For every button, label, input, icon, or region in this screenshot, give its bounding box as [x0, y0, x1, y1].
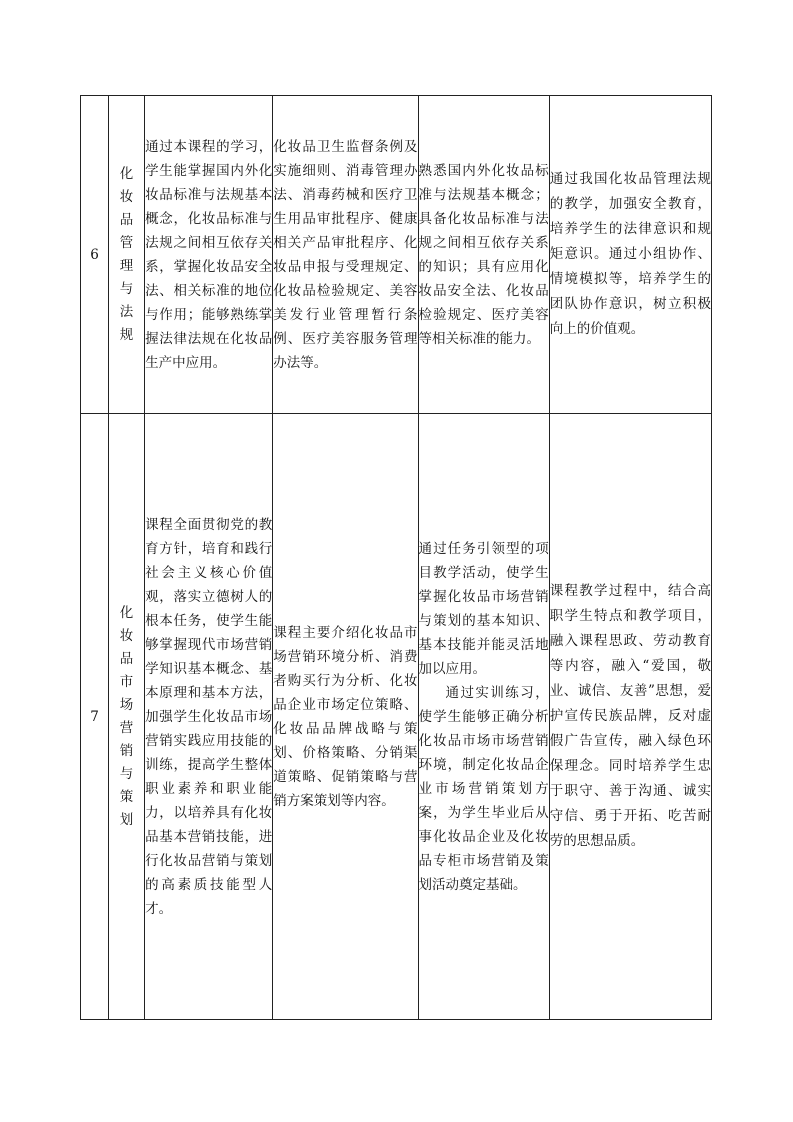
- course-ideology: 通过我国化妆品管理法规的教学，加强安全教育，培养学生的法律意识和规矩意识。通过小组协作、情境模拟等，培养学生的团队协作意识，树立积极向上的价值观。: [549, 96, 711, 414]
- table-row-7: [81, 414, 712, 1020]
- course-requirement: [418, 414, 549, 1020]
- course-name-char: 管: [119, 234, 134, 251]
- course-name-char: 品: [119, 650, 134, 667]
- course-requirement: [418, 96, 549, 414]
- requirement-paragraph: 通过任务引领型的项目教学活动，使学生掌握化妆品市场营销与策划的基本知识、基本技能并能灵活地加以应用。: [418, 540, 549, 677]
- course-name-char: 理: [119, 257, 134, 274]
- requirement-paragraph: 通过实训练习，使学生能够正确分析化妆品市场市场营销环境，制定化妆品企业市场营销策划方案，为学生毕业后从事化妆品企业及化妆品专柜市场营销及策划活动奠定基础。: [418, 684, 549, 893]
- course-name-char: 策: [119, 788, 134, 805]
- course-goal: 课程全面贯彻党的教育方针，培育和践行社会主义核心价值观，落实立德树人的根本任务，使学生能够掌握现代市场营销学知识基本概念、基本原理和基本方法，加强学生化妆品市场营销实践应用技能的训练，提高学生整体职业素养和职业能力，以培养具有化妆品基本营销技能，进行化妆品营销与策划的高素质技能型人才。: [145, 414, 273, 1020]
- course-name-char: 营: [119, 719, 134, 736]
- course-name-char: 妆: [119, 627, 134, 644]
- course-number: 7: [81, 414, 109, 1020]
- course-number: 6: [81, 96, 109, 414]
- course-table: [80, 95, 712, 1020]
- course-content: 课程主要介绍化妆品市场营销环境分析、消费者购买行为分析、化妆品企业市场定位策略、化妆品品牌战略与策划、价格策略、分销渠道策略、促销策略与营销方案策划等内容。: [273, 414, 418, 1020]
- course-name-char: 场: [119, 696, 134, 713]
- course-name-char: 规: [119, 326, 134, 343]
- course-content: 化妆品卫生监督条例及实施细则、消毒管理办法、消毒药械和医疗卫生用品审批程序、健康相关产品审批程序、化妆品申报与受理规定、化妆品检验规定、美容美发行业管理暂行条例、医疗美容服务管理办法等。: [273, 96, 418, 414]
- course-name-char: 化: [119, 165, 134, 182]
- table-row-6: [81, 96, 712, 414]
- course-name-vertical: [109, 96, 145, 414]
- course-name-char: 法: [119, 303, 134, 320]
- course-name-char: 与: [119, 280, 134, 297]
- course-name-char: 化: [119, 604, 134, 621]
- course-name-char: 妆: [119, 188, 134, 205]
- requirement-paragraph: 熟悉国内外化妆品标准与法规基本概念；具备化妆品标准与法规之间相互依存关系的知识；具有应用化妆品安全法、化妆品检验规定、医疗美容等相关标准的能力。: [418, 162, 549, 347]
- course-name-char: 销: [119, 742, 134, 759]
- course-name-char: 划: [119, 811, 134, 828]
- course-name-char: 与: [119, 765, 134, 782]
- course-name-vertical: [109, 414, 145, 1020]
- course-name-char: 品: [119, 211, 134, 228]
- course-ideology: 课程教学过程中，结合高职学生特点和教学项目，融入课程思政、劳动教育等内容，融入“爱国，敬业、诚信、友善”思想，爱护宣传民族品牌，反对虚假广告宣传，融入绿色环保理念。同时培养学生忠于职守、善于沟通、诚实守信、勇于开拓、吃苦耐劳的思想品质。: [549, 414, 711, 1020]
- course-name-char: 市: [119, 673, 134, 690]
- course-goal: 通过本课程的学习，学生能掌握国内外化妆品标准与法规基本概念，化妆品标准与法规之间相互依存关系，掌握化妆品安全法、相关标准的地位与作用；能够熟练掌握法律法规在化妆品生产中应用。: [145, 96, 273, 414]
